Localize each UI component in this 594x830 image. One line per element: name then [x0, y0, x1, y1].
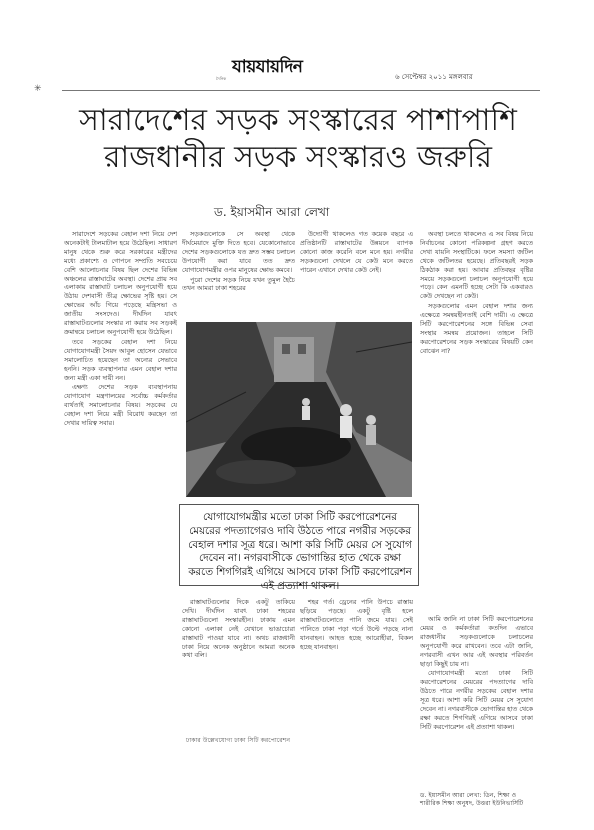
paragraph: উদ্যোগী থাকলেও গত কয়েক বছরে এ প্রতিষ্ঠানটি রাস্তাঘাটের উন্নয়নে ব্যাপক কোনো কাজ করেনি বলে মনে হয়। নগরীর সড়কগুলো দেখলে যে কেউ মনে করতে পারেন এখানে দেখার কেউ নেই।	[300, 230, 413, 274]
paragraph: সড়কগুলোকে সে অবস্থা থেকে দীর্ঘমেয়াদে মুক্তি দিতে হবে। যেকোনোভাবে দেশের সড়কগুলোকে যত দ্রুত সম্ভব চলাচল উপযোগী করা যাবে তত দ্রুত যোগাযোগমন্ত্রীর ওপর মানুষের ক্ষোভ কমবে।	[182, 230, 295, 274]
paragraph: শহর গর্ত। ড্রেনের পানি উপচে রাস্তায় ছড়িয়ে পড়ছে। একটু বৃষ্টি হলে রাস্তাঘাটগুলোতে পানি জমে যায়। সেই পানিতে ঢাকা পড়া গর্তে উল্টে পড়ছে নানা যানবাহন। আহত হচ্ছে আরোহীরা, বিকল হচ্ছে যানবাহন।	[300, 598, 413, 651]
paragraph: রাস্তাঘাটগুলোর দিকে একটু তাকিয়ে দেখি। দীর্ঘদিন যাবৎ ঢাকা শহরের রাস্তাঘাটগুলো সংস্কারহীন। ঢাকায় এমন কোনো এলাকা নেই যেখানে ভাঙাচোরা রাস্তাঘাট পাওয়া যাবে না। অথচ রাজধানী ঢাকা নিয়ে অনেক অনুষ্ঠানে আমরা অনেক কথা বলি।	[182, 598, 295, 660]
article-column-4-bottom	[420, 615, 533, 793]
article-column-3-bottom	[300, 598, 413, 718]
article-column-4-top	[420, 230, 533, 610]
newspaper-masthead	[0, 40, 594, 81]
column-tail-text: ঢাকার উল্লেখযোগ্য ঢাকা সিটি করপোরেশন	[186, 737, 291, 744]
paragraph: সারাদেশে সড়কের বেহাল দশা নিয়ে দেশ অনেকটাই টালমাটাল হয়ে উঠেছিল। সাধারণ মানুষ থেকে শুরু করে সরকারের মন্ত্রীদের মধ্যে প্রকাশ্যে ও গোপনে সম্প্রতি সবচেয়ে বেশি আলোচনার বিষয় ছিল দেশের বিভিন্ন অঞ্চলের রাস্তাঘাটের অবস্থা। দেশের প্রায় সব এলাকায় রাস্তাঘাট চলাচল অনুপযোগী হয়ে উঠায় দেশবাসী তীব্র ক্ষোভের সৃষ্টি হয়। সে ক্ষোভের আঁচ গিয়ে পড়েছে মন্ত্রিসভা ও জাতীয় সংসদেও। দীর্ঘদিন যাবৎ রাস্তাঘাটগুলোর সংস্কার না করায় সব সড়কই ক্রমান্বয়ে চলাচল অনুপযোগী হয়ে উঠেছিল।	[64, 230, 177, 336]
byline: ড. ইয়াসমীন আরা লেখা	[214, 205, 330, 219]
article-column-1	[64, 230, 177, 790]
article-column-2-bottom	[182, 598, 295, 718]
pull-quote: যোগাযোগমন্ত্রীর মতো ঢাকা সিটি করপোরেশনের মেয়রের পদত্যাগেরও দাবি উঠতে পারে নগরীর সড়কের বেহাল দশার সূত্র ধরে। আশা করি সিটি মেয়র সে সুযোগ দেবেন না। নগরবাসীকে ভোগান্তির হাত থেকে রক্ষা করতে শিগগিরই এগিয়ে আসবে ঢাকা সিটি করপোরেশন এই প্রত্যাশা থাকল।	[188, 511, 412, 592]
paragraph: সড়কগুলোর এমন বেহাল দশার জন্য এক্ষেত্রে সমন্বয়হীনতাই বেশি দায়ী। এ ক্ষেত্রে সিটি করপোরেশনের সঙ্গে বিভিন্ন সেবা সংস্থার সমন্বয় প্রয়োজন। তাহলে সিটি করপোরেশনের সড়ক সংস্কারের বিষয়টি কেন বোঝেন না?	[420, 302, 533, 355]
newspaper-logo: যায়যায়দিন	[232, 57, 303, 77]
margin-mark-icon: ✳	[34, 84, 42, 94]
paragraph: আমি জানি না ঢাকা সিটি করপোরেশনের মেয়র ও কর্মকর্তারা কতদিন এভাবে রাজধানীর সড়কগুলোকে চলাচলের অনুপযোগী করে রাখবেন। তবে এটা জানি, নগরবাসী এখন আর এই অবস্থার পরিবর্তন ছাড়া কিছুই চায় না।	[420, 615, 533, 668]
pull-quote-box	[179, 504, 419, 592]
logo-subtitle: দৈনিক	[216, 76, 227, 81]
paragraph: তবে সড়কের বেহাল দশা নিয়ে যোগাযোগমন্ত্রী সৈয়দ আবুল হোসেন যেভাবে সমালোচিত হয়েছেন তা অন্যের সেভাবে হননি। সড়ক ব্যবস্থাপনার এমন বেহাল দশার জন্য মন্ত্রী একা দায়ী নন।	[64, 337, 177, 382]
paragraph: এক্ষণ্য দেশের সড়ক ব্যবস্থাপনায় যোগাযোগ মন্ত্রণালয়ের সর্বোচ্চ কর্মকর্তার ব্যর্থতাই সমালোচনার বিষয়। সড়কের যে বেহাল দশা নিয়ে মন্ত্রী বিরোধ করছেন তা দেখার দায়িত্ব সবার।	[64, 383, 177, 428]
street-repair-photo	[186, 322, 412, 497]
paragraph: অবস্থা চলতে থাকলেও এ সব বিষয় নিয়ে নির্বাচনের কোনো পরিকল্পনা গ্রহণ করতে দেখা যায়নি সংস্থাটিকে। ফলে সমস্যা জটিল থেকে জটিলতর হয়েছে। প্রতিবছরই সড়ক ঠিকঠাক করা হয়। আবার প্রতিবছর বৃষ্টির সময়ে সড়কগুলো চলাচল অনুপযোগী হয়ে পড়ে। কেন এমনটি হচ্ছে সেটা কি একবারও কেউ দেখছেন না কেউ।	[420, 230, 533, 301]
article-column-2-top	[182, 230, 295, 322]
article-column-3-top	[300, 230, 413, 322]
paragraph: পুরো দেশের সড়ক নিয়ে যখন তুমুল হৈচৈ তখন আমরা ঢাকা শহরের	[182, 275, 295, 293]
headline-line-2: রাজধানীর সড়ক সংস্কারও জরুরি	[104, 140, 492, 175]
road-construction-photo-image	[186, 322, 412, 497]
publication-date: ৬ সেপ্টেম্বর ২০১১ মঙ্গলবার	[395, 73, 473, 81]
masthead-divider	[62, 90, 540, 91]
headline-line-1: সারাদেশের সড়ক সংস্কারের পাশাপাশি	[79, 103, 517, 138]
paragraph: যোগাযোগমন্ত্রী মতো ঢাকা সিটি করপোরেশনের মেয়রের পদত্যাগের দাবি উঠতে পারে নগরীর সড়কের বেহাল দশার সূত্র ধরে। আশা করি সিটি মেয়র সে সুযোগ দেবেন না। নগরবাসীকে ভোগান্তির হাত থেকে রক্ষা করতে শিগগিরই এগিয়ে আসবে ঢাকা সিটি করপোরেশন এই প্রত্যাশা থাকল।	[420, 669, 533, 731]
author-signature: ড. ইয়াসমীন আরা লেখা: ডিন, শিক্ষা ও শারীরিক শিক্ষা অনুষদ, উত্তরা ইউনিভার্সিটি	[420, 792, 524, 808]
